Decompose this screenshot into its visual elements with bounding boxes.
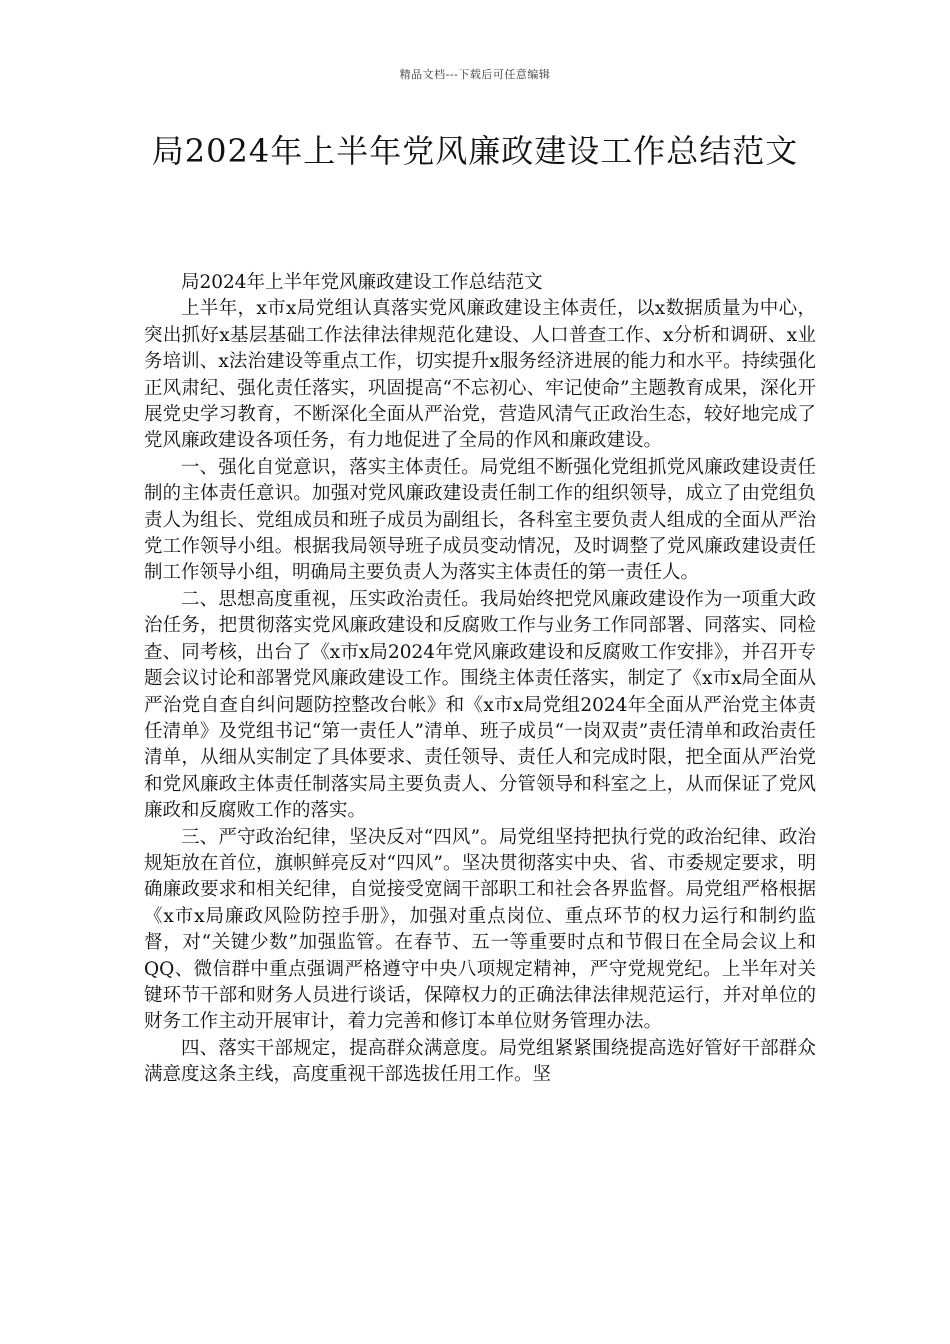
paragraph-intro: 上半年，x市x局党组认真落实党风廉政建设主体责任，以x数据质量为中心，突出抓好x基层基础工作法律法律规范化建设、人口普查工作、x分析和调研、x业务培训、x法治建设等重点工作，切实提升x服务经济进展的能力和水平。持续强化正风肃纪、强化责任落实，巩固提高“不忘初心、牢记使命”主题教育成果，深化开展党史学习教育，不断深化全面从严治党，营造风清气正政治生态，较好地完成了党风廉政建设各项任务，有力地促进了全局的作风和廉政建设。 — [144, 298, 816, 452]
paragraph-section-2: 二、思想高度重视，压实政治责任。我局始终把党风廉政建设作为一项重大政治任务，把贯彻落实党风廉政建设和反腐败工作与业务工作同部署、同落实、同检查、同考核，出台了《x市x局2024年党风廉政建设和反腐败工作安排》，并召开专题会议讨论和部署党风廉政建设工作。围绕主体责任落实，制定了《x市x局全面从严治党自查自纠问题防控整改台帐》和《x市x局党组2024年全面从严治党主体责任清单》及党组书记“第一责任人”清单、班子成员“一岗双责”责任清单和政治责任清单，从细从实制定了具体要求、责任领导、责任人和完成时限，把全面从严治党和党风廉政主体责任制落实局主要负责人、分管领导和科室之上，从而保证了党风廉政和反腐败工作的落实。 — [144, 588, 816, 822]
header-note: 精品文档---下载后可任意编辑 — [399, 68, 551, 81]
paragraph-section-1: 一、强化自觉意识，落实主体责任。局党组不断强化党组抓党风廉政建设责任制的主体责任意识。加强对党风廉政建设责任制工作的组织领导，成立了由党组负责人为组长、党组成员和班子成员为副组长，各科室主要负责人组成的全面从严治党工作领导小组。根据我局领导班子成员变动情况，及时调整了党风廉政建设责任制工作领导小组，明确局主要负责人为落实主体责任的第一责任人。 — [144, 456, 816, 584]
document-body — [144, 270, 816, 1089]
document-title: 局2024年上半年党风廉政建设工作总结范文 — [151, 132, 799, 170]
paragraph-section-4: 四、落实干部规定，提高群众满意度。局党组紧紧围绕提高选好管好干部群众满意度这条主线，高度重视干部选拔任用工作。坚 — [144, 1037, 816, 1086]
paragraph-section-3: 三、严守政治纪律，坚决反对“四风”。局党组坚持把执行党的政治纪律、政治规矩放在首位，旗帜鲜亮反对“四风”。坚决贯彻落实中央、省、市委规定要求，明确廉政要求和相关纪律，自觉接受宽阔干部职工和社会各界监督。局党组严格根据《x市x局廉政风险防控手册》，加强对重点岗位、重点环节的权力运行和制约监督，对“关键少数”加强监管。在春节、五一等重要时点和节假日在全局会议上和QQ、微信群中重点强调严格遵守中央八项规定精神，严守党规党纪。上半年对关键环节干部和财务人员进行谈话，保障权力的正确法律法律规范运行，并对单位的财务工作主动开展审计，着力完善和修订本单位财务管理办法。 — [144, 826, 816, 1033]
document-subtitle: 局2024年上半年党风廉政建设工作总结范文 — [181, 272, 543, 293]
